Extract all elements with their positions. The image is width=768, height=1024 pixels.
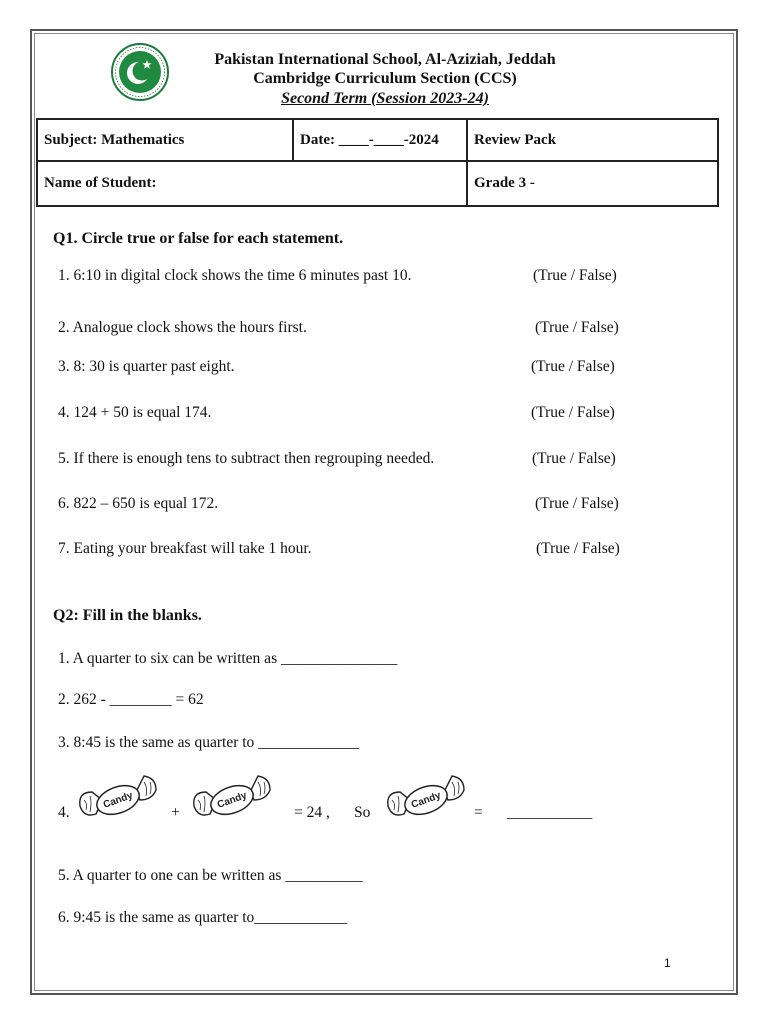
so-word: So bbox=[354, 804, 371, 821]
page-number: 1 bbox=[664, 956, 671, 970]
q2-blank-1[interactable]: 1. A quarter to six can be written as _______________ bbox=[58, 650, 398, 667]
q1-statement-3: 3. 8: 30 is quarter past eight. bbox=[58, 358, 235, 375]
q2-blank-2[interactable]: 2. 262 - ________ = 62 bbox=[58, 691, 204, 708]
info-table bbox=[36, 118, 719, 207]
school-name: Pakistan International School, Al-Aziziah, Jeddah bbox=[214, 51, 556, 68]
equals-24: = 24 , bbox=[294, 804, 330, 821]
q1-statement-1: 1. 6:10 in digital clock shows the time 6 minutes past 10. bbox=[58, 267, 412, 284]
q1-true-false-3[interactable]: (True / False) bbox=[531, 358, 615, 375]
candy-label: Candy bbox=[215, 790, 249, 811]
q2-blank-5[interactable]: 5. A quarter to one can be written as __________ bbox=[58, 867, 363, 884]
q1-true-false-5[interactable]: (True / False) bbox=[532, 450, 616, 467]
q2-title: Q2: Fill in the blanks. bbox=[53, 607, 202, 624]
q1-statement-7: 7. Eating your breakfast will take 1 hour. bbox=[58, 540, 312, 557]
candy-icon bbox=[190, 770, 272, 824]
subject-cell: Subject: Mathematics bbox=[37, 119, 293, 161]
equation-answer-blank[interactable]: ___________ bbox=[507, 804, 593, 821]
plus-sign: + bbox=[171, 804, 180, 821]
q2-blank-6[interactable]: 6. 9:45 is the same as quarter to____________ bbox=[58, 909, 348, 926]
grade-cell[interactable]: Grade 3 - bbox=[467, 161, 718, 206]
term-title bbox=[160, 89, 610, 109]
q1-true-false-4[interactable]: (True / False) bbox=[531, 404, 615, 421]
q1-title: Q1. Circle true or false for each statement. bbox=[53, 230, 344, 247]
candy-label: Candy bbox=[409, 790, 443, 811]
q1-statement-5: 5. If there is enough tens to subtract then regrouping needed. bbox=[58, 450, 435, 467]
candy-icon bbox=[76, 770, 158, 824]
q1-true-false-2[interactable]: (True / False) bbox=[535, 319, 619, 336]
equals-sign: = bbox=[474, 804, 483, 821]
q1-true-false-1[interactable]: (True / False) bbox=[533, 267, 617, 284]
q1-statement-4: 4. 124 + 50 is equal 174. bbox=[58, 404, 212, 421]
candy-label: Candy bbox=[101, 790, 135, 811]
student-name-cell[interactable]: Name of Student: bbox=[37, 161, 467, 206]
term-text: Second Term (Session 2023-24) bbox=[281, 90, 489, 107]
candy-icon bbox=[384, 770, 466, 824]
q2-blank-3[interactable]: 3. 8:45 is the same as quarter to _____________ bbox=[58, 734, 359, 751]
q2-equation-number: 4. bbox=[58, 804, 70, 821]
section-name: Cambridge Curriculum Section (CCS) bbox=[253, 70, 517, 87]
date-cell[interactable]: Date: ____-____-2024 bbox=[293, 119, 467, 161]
q1-true-false-6[interactable]: (True / False) bbox=[535, 495, 619, 512]
q1-statement-6: 6. 822 – 650 is equal 172. bbox=[58, 495, 219, 512]
q1-statement-2: 2. Analogue clock shows the hours first. bbox=[58, 319, 307, 336]
q1-true-false-7[interactable]: (True / False) bbox=[536, 540, 620, 557]
review-pack-cell: Review Pack bbox=[467, 119, 718, 161]
